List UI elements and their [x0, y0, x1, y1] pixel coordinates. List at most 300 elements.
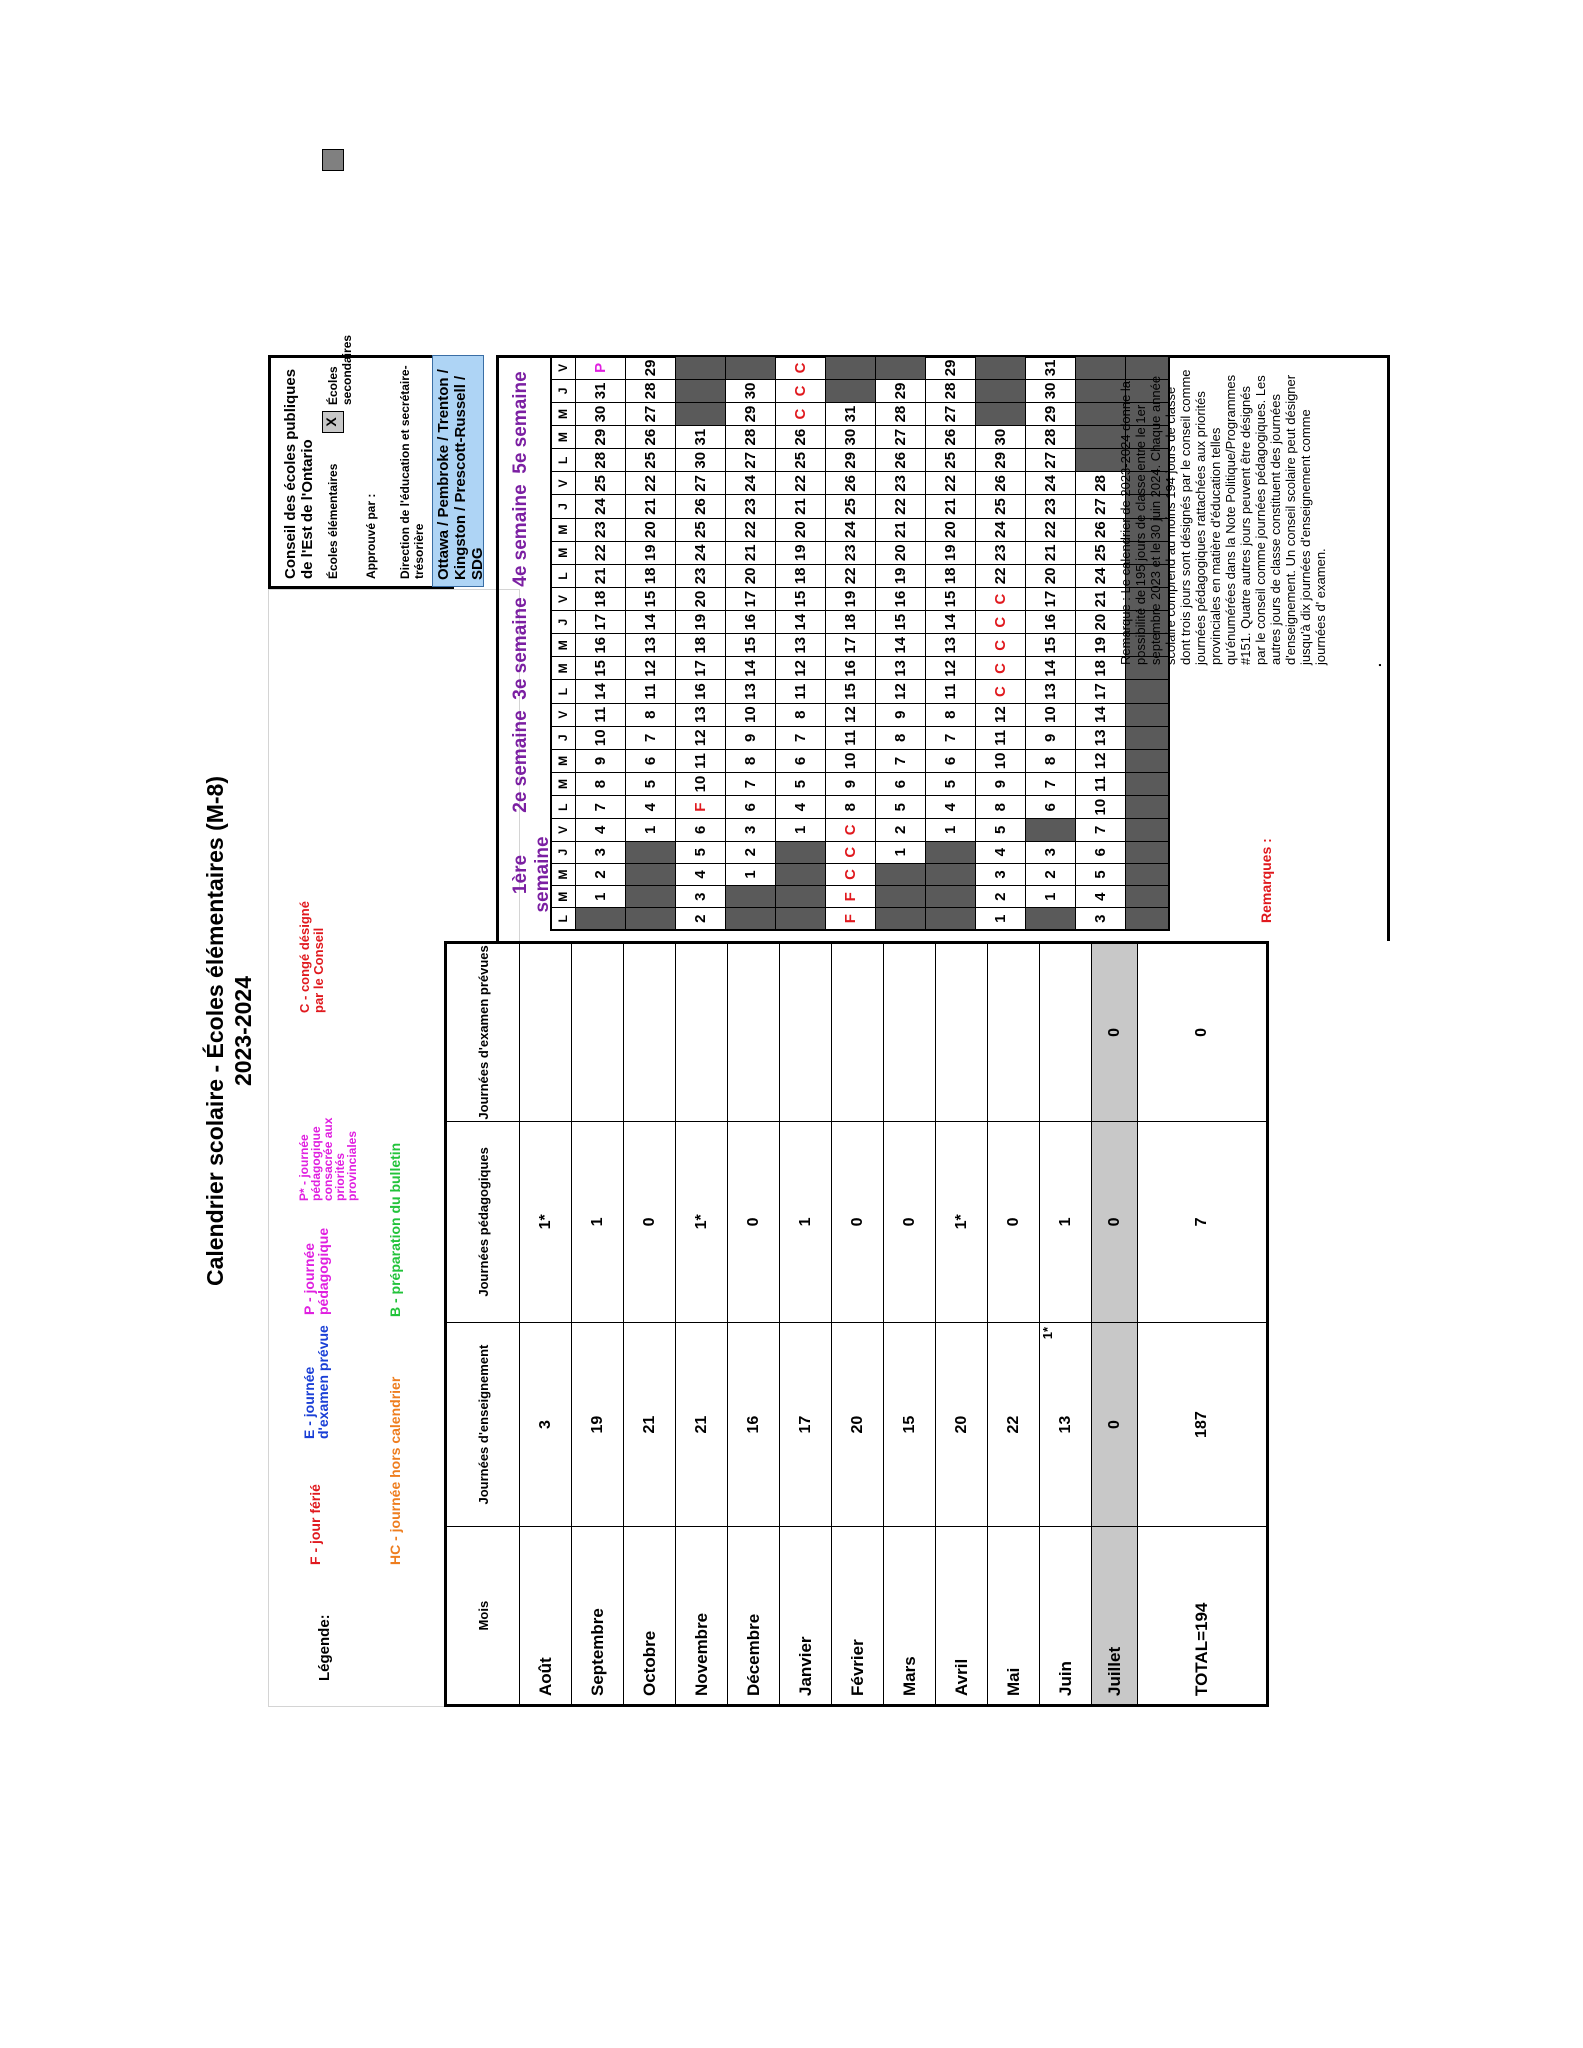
calendar-cell: 1 [925, 819, 975, 841]
calendar-cell: 7 [725, 772, 775, 795]
week-header-2: 2e semaine [510, 710, 531, 813]
calendar-cell [775, 886, 825, 908]
calendar-cell: 13 [725, 680, 775, 703]
calendar-cell: 5 [925, 772, 975, 795]
calendar-row [825, 356, 875, 930]
month-exam [988, 943, 1040, 1122]
calendar-cell: 26 [1075, 518, 1125, 541]
month-name: Juin [1040, 1527, 1092, 1706]
calendar-cell: 5 [975, 819, 1025, 841]
calendar-cell: 19 [825, 587, 875, 610]
calendar-cell: F [825, 886, 875, 908]
calendar-row [725, 356, 775, 930]
calendar-cell: 7 [575, 796, 625, 819]
calendar-cell: 26 [825, 472, 875, 495]
calendar-cell: 28 [1025, 426, 1075, 449]
calendar-cell: 8 [975, 796, 1025, 819]
calendar-cell: 27 [625, 402, 675, 425]
calendar-cell: 8 [725, 749, 775, 772]
calendar-cell: 16 [575, 634, 625, 657]
month-ped: 0 [728, 1121, 780, 1322]
month-note: 1* [1040, 1326, 1055, 1340]
calendar-cell: 26 [925, 426, 975, 449]
calendar-cell: 5 [1075, 863, 1125, 885]
calendar-cell: 24 [825, 518, 875, 541]
calendar-cell: 14 [1075, 703, 1125, 726]
header-mois: Mois [446, 1527, 520, 1706]
calendar-cell: C [825, 863, 875, 885]
day-letter: M [551, 657, 575, 680]
legend-hc: HC - journée hors calendrier [387, 1376, 403, 1565]
day-letter: M [551, 518, 575, 541]
calendar-cell: C [975, 634, 1025, 657]
calendar-cell: 25 [625, 449, 675, 472]
calendar-cell: 5 [625, 772, 675, 795]
calendar-cell: C [975, 587, 1025, 610]
calendar-cell: 29 [875, 379, 925, 402]
calendar-cell: 10 [1025, 703, 1075, 726]
month-ped: 0 [884, 1121, 936, 1322]
calendar-cell: 20 [775, 518, 825, 541]
day-letter: L [551, 680, 575, 703]
calendar-cell: 17 [725, 587, 775, 610]
calendar-cell [775, 841, 825, 863]
calendar-cell: 14 [1025, 657, 1075, 680]
calendar-cell: 10 [975, 749, 1025, 772]
month-name: Avril [936, 1527, 988, 1706]
calendar-cell: 22 [625, 472, 675, 495]
calendar-cell: 10 [1075, 796, 1125, 819]
calendar-cell: 19 [775, 541, 825, 564]
calendar-cell: 12 [675, 726, 725, 749]
calendar-cell: 15 [875, 611, 925, 634]
calendar-cell [925, 841, 975, 863]
calendar-row [875, 356, 925, 930]
calendar-cell: 27 [675, 472, 725, 495]
calendar-cell: 1 [975, 908, 1025, 930]
calendar-cell: 24 [725, 472, 775, 495]
calendar-cell: 12 [775, 657, 825, 680]
day-letter: M [551, 541, 575, 564]
month-ped: 1* [676, 1121, 728, 1322]
month-name: Novembre [676, 1527, 728, 1706]
calendar-cell: 2 [975, 886, 1025, 908]
calendar-cell: 7 [875, 749, 925, 772]
calendar-cell: 29 [1025, 402, 1075, 425]
calendar-cell: 9 [1025, 726, 1075, 749]
month-ens: 17 [780, 1322, 832, 1526]
day-letter: V [551, 703, 575, 726]
calendar-cell: 29 [575, 426, 625, 449]
month-exam [780, 943, 832, 1122]
calendar-row [975, 356, 1025, 930]
calendar-cell [875, 886, 925, 908]
calendar-cell: 24 [675, 541, 725, 564]
calendar-cell: 10 [725, 703, 775, 726]
calendar-cell: 10 [825, 749, 875, 772]
calendar-cell: 19 [625, 541, 675, 564]
calendar-cell: 12 [875, 680, 925, 703]
calendar-cell [625, 863, 675, 885]
legend-f: F - jour férié [307, 1484, 323, 1565]
calendar-cell: 25 [1075, 541, 1125, 564]
calendar-cell: 2 [875, 819, 925, 841]
calendar-cell: 23 [575, 518, 625, 541]
calendar-cell: 15 [575, 657, 625, 680]
calendar-cell: 30 [675, 449, 725, 472]
calendar-cell: 23 [825, 541, 875, 564]
month-name: Mars [884, 1527, 936, 1706]
calendar-cell: 12 [975, 703, 1025, 726]
month-ens: 20 [832, 1322, 884, 1526]
total-ens: 187 [1138, 1322, 1268, 1526]
calendar-cell: 25 [925, 449, 975, 472]
week-header-5: 5e semaine [510, 371, 531, 474]
page-year: 2023-2024 [230, 976, 256, 1086]
month-name: Janvier [780, 1527, 832, 1706]
calendar-cell [625, 841, 675, 863]
calendar-cell: 20 [675, 587, 725, 610]
calendar-cell: 9 [875, 703, 925, 726]
calendar-cell: 31 [1025, 356, 1075, 379]
calendar-cell: 1 [875, 841, 925, 863]
calendar-cell: 19 [875, 564, 925, 587]
calendar-cell: 28 [1075, 472, 1125, 495]
month-ens: 16 [728, 1322, 780, 1526]
month-ens: 21 [624, 1322, 676, 1526]
calendar-cell: 25 [775, 449, 825, 472]
calendar-cell [1025, 908, 1075, 930]
elementary-label: Écoles élémentaires [326, 463, 340, 579]
calendar-cell [925, 886, 975, 908]
calendar-cell: 24 [1075, 564, 1125, 587]
legend-b: B - préparation du bulletin [387, 1142, 403, 1317]
calendar-cell: 22 [1025, 518, 1075, 541]
calendar-cell [625, 908, 675, 930]
month-exam: 0 [1092, 943, 1138, 1122]
calendar-cell [925, 908, 975, 930]
calendar-cell: 15 [725, 634, 775, 657]
calendar-cell: 11 [625, 680, 675, 703]
month-ens: 19 [572, 1322, 624, 1526]
calendar-cell [975, 402, 1025, 425]
calendar-cell: 4 [625, 796, 675, 819]
month-exam [936, 943, 988, 1122]
legend-c: C - congé désigné par le Conseil [297, 901, 326, 1013]
month-exam [1040, 943, 1092, 1122]
day-letter: M [551, 402, 575, 425]
day-letter: V [551, 587, 575, 610]
day-letter: J [551, 379, 575, 402]
calendar-cell [825, 379, 875, 402]
calendar-cell [625, 886, 675, 908]
calendar-cell: 8 [775, 703, 825, 726]
day-letter: L [551, 796, 575, 819]
calendar-cell: 21 [1025, 541, 1075, 564]
month-ped: 1 [572, 1121, 624, 1322]
legend-p: P - journée pédagogique [301, 1227, 331, 1315]
calendar-cell [725, 908, 775, 930]
calendar-cell: 11 [975, 726, 1025, 749]
calendar-cell: 2 [1025, 863, 1075, 885]
months-table [444, 941, 1269, 1707]
calendar-cell: 17 [675, 657, 725, 680]
page-title: Calendrier scolaire - Écoles élémentaires (M-8) [202, 775, 228, 1287]
calendar-cell: 19 [1075, 634, 1125, 657]
month-name: Juillet [1092, 1527, 1138, 1706]
calendar-cell: 25 [825, 495, 875, 518]
calendar-cell: 15 [1025, 634, 1075, 657]
calendar-cell: 27 [1075, 495, 1125, 518]
calendar-cell: 30 [975, 426, 1025, 449]
calendar-cell: 25 [575, 472, 625, 495]
calendar-cell: 14 [775, 611, 825, 634]
calendar-cell: 11 [1075, 772, 1125, 795]
month-name: Mai [988, 1527, 1040, 1706]
calendar-cell: 28 [925, 379, 975, 402]
calendar-cell: 26 [775, 426, 825, 449]
calendar-cell: 15 [625, 587, 675, 610]
calendar-cell: 31 [575, 379, 625, 402]
total-ped: 7 [1138, 1121, 1268, 1322]
month-name: Décembre [728, 1527, 780, 1706]
calendar-cell: 5 [875, 796, 925, 819]
calendar-cell: 23 [1025, 495, 1075, 518]
day-letter: V [551, 356, 575, 379]
calendar-cell: 6 [675, 819, 725, 841]
day-letter: M [551, 749, 575, 772]
calendar-cell: 16 [725, 611, 775, 634]
calendar-cell: 29 [825, 449, 875, 472]
calendar-cell: 8 [1025, 749, 1075, 772]
calendar-cell: 16 [875, 587, 925, 610]
elementary-checkbox[interactable]: X [322, 411, 344, 433]
calendar-cell: 21 [925, 495, 975, 518]
calendar-cell: 16 [825, 657, 875, 680]
calendar-cell: 21 [875, 518, 925, 541]
day-letter: J [551, 841, 575, 863]
calendar-cell: 3 [725, 819, 775, 841]
calendar-cell: 7 [1025, 772, 1075, 795]
calendar-cell: 2 [675, 908, 725, 930]
calendar-cell: 3 [575, 841, 625, 863]
calendar-cell: 11 [675, 749, 725, 772]
calendar-cell: 6 [1075, 841, 1125, 863]
calendar-cell [725, 886, 775, 908]
calendar-cell: F [675, 796, 725, 819]
calendar-cell: C [825, 819, 875, 841]
calendar-cell: 23 [975, 541, 1025, 564]
calendar-cell: 6 [775, 749, 825, 772]
calendar-cell: 2 [575, 863, 625, 885]
calendar-cell: 17 [575, 611, 625, 634]
calendar-cell: C [775, 402, 825, 425]
calendar-cell: 6 [1025, 796, 1075, 819]
calendar-cell: 5 [775, 772, 825, 795]
calendar-cell: 8 [825, 796, 875, 819]
secondary-checkbox[interactable] [322, 149, 344, 171]
calendar-cell: 31 [675, 426, 725, 449]
calendar-cell: 21 [775, 495, 825, 518]
calendar-cell: 20 [875, 541, 925, 564]
week-header-3: 3e semaine [510, 597, 531, 700]
calendar-cell [925, 863, 975, 885]
calendar-cell [975, 379, 1025, 402]
calendar-cell: 5 [675, 841, 725, 863]
calendar-cell: 29 [725, 402, 775, 425]
day-letter: M [551, 634, 575, 657]
calendar-cell: 20 [1025, 564, 1075, 587]
calendar-cell: P [575, 356, 625, 379]
calendar-cell: 4 [975, 841, 1025, 863]
calendar-cell: 20 [625, 518, 675, 541]
calendar-cell [675, 402, 725, 425]
calendar-cell: C [975, 680, 1025, 703]
calendar-cell: 14 [575, 680, 625, 703]
calendar-cell: 4 [925, 796, 975, 819]
remarks-label: Remarques : [1258, 838, 1274, 923]
day-letter: M [551, 886, 575, 908]
day-letter: V [551, 472, 575, 495]
approved-label: Approuvé par : [364, 493, 378, 579]
board-name: Conseil des écoles publiques de l'Est de l'Ontario [282, 368, 316, 579]
calendar-cell: 30 [825, 426, 875, 449]
calendar-sheet [198, 334, 1390, 1707]
calendar-cell: 15 [825, 680, 875, 703]
calendar-cell: 27 [875, 426, 925, 449]
month-exam [832, 943, 884, 1122]
calendar-cell: 22 [825, 564, 875, 587]
calendar-cell: 11 [775, 680, 825, 703]
day-letter: V [551, 819, 575, 841]
director-label: Direction de l'éducation et secrétaire-trésorière [398, 365, 426, 579]
calendar-cell: 8 [925, 703, 975, 726]
month-exam [884, 943, 936, 1122]
month-ped: 0 [832, 1121, 884, 1322]
month-ens [1040, 1322, 1092, 1526]
calendar-cell: 23 [875, 472, 925, 495]
month-ped: 1* [520, 1121, 572, 1322]
calendar-row [675, 356, 725, 930]
day-letter: L [551, 908, 575, 930]
calendar-cell: 26 [625, 426, 675, 449]
calendar-cell: 30 [575, 402, 625, 425]
calendar-cell [875, 356, 925, 379]
header-pedagogiques: Journées pédagogiques [446, 1121, 520, 1322]
calendar-cell: 14 [875, 634, 925, 657]
calendar-cell: 13 [775, 634, 825, 657]
calendar-row [925, 356, 975, 930]
calendar-cell: 26 [675, 495, 725, 518]
calendar-cell: 27 [925, 402, 975, 425]
calendar-cell: 21 [625, 495, 675, 518]
calendar-cell: 4 [775, 796, 825, 819]
calendar-cell: 18 [775, 564, 825, 587]
month-ens: 22 [988, 1322, 1040, 1526]
calendar-cell: 13 [925, 634, 975, 657]
calendar-cell: 9 [825, 772, 875, 795]
calendar-cell: 27 [725, 449, 775, 472]
calendar-cell: 9 [575, 749, 625, 772]
calendar-cell: 6 [725, 796, 775, 819]
calendar-cell: 8 [625, 703, 675, 726]
calendar-cell: 9 [975, 772, 1025, 795]
calendar-cell [725, 356, 775, 379]
month-ped: 0 [624, 1121, 676, 1322]
legend-pstar: P* - journée pédagogique consacrée aux priorités provinciales [297, 1117, 359, 1201]
calendar-cell: 18 [1075, 657, 1125, 680]
calendar-cell: 2 [725, 841, 775, 863]
calendar-cell: 13 [625, 634, 675, 657]
calendar-cell: 4 [1075, 886, 1125, 908]
month-exam [728, 943, 780, 1122]
calendar-cell: 28 [875, 402, 925, 425]
calendar-cell: 20 [925, 518, 975, 541]
calendar-cell: 12 [625, 657, 675, 680]
calendar-row [775, 356, 825, 930]
calendar-row [575, 356, 625, 930]
day-letter: M [551, 772, 575, 795]
calendar-cell: 8 [875, 726, 925, 749]
calendar-cell: 31 [825, 402, 875, 425]
day-letter: L [551, 564, 575, 587]
day-letter: M [551, 426, 575, 449]
calendar-cell: 24 [975, 518, 1025, 541]
calendar-cell: 18 [825, 611, 875, 634]
calendar-cell: 27 [1025, 449, 1075, 472]
calendar-cell [775, 908, 825, 930]
calendar-cell: 7 [1075, 819, 1125, 841]
calendar-cell: 3 [1075, 908, 1125, 930]
calendar-cell: 13 [675, 703, 725, 726]
calendar-cell: 13 [875, 657, 925, 680]
calendar-cell: 12 [825, 703, 875, 726]
calendar-cell: 16 [675, 680, 725, 703]
calendar-cell: 21 [1075, 587, 1125, 610]
calendar-cell: 21 [725, 541, 775, 564]
day-letter: J [551, 495, 575, 518]
calendar-cell: 1 [1025, 886, 1075, 908]
month-ens: 20 [936, 1322, 988, 1526]
month-ens-value: 13 [1056, 1415, 1074, 1434]
calendar-cell: F [825, 908, 875, 930]
calendar-cell: 14 [925, 611, 975, 634]
calendar-cell: 6 [925, 749, 975, 772]
calendar-cell: 28 [575, 449, 625, 472]
calendar-cell [575, 908, 625, 930]
calendar-cell [875, 908, 925, 930]
total-label: TOTAL=194 [1138, 1527, 1268, 1706]
calendar-cell: 25 [675, 518, 725, 541]
calendar-cell: 15 [775, 587, 825, 610]
calendar-cell: 23 [675, 564, 725, 587]
calendar-cell: 18 [675, 634, 725, 657]
calendar-cell: 12 [1075, 749, 1125, 772]
secondary-label: Écoles secondaires [326, 334, 354, 405]
calendar-cell: 13 [1075, 726, 1125, 749]
calendar-cell: 26 [975, 472, 1025, 495]
month-name: Septembre [572, 1527, 624, 1706]
calendar-cell: 1 [625, 819, 675, 841]
calendar-cell: 22 [975, 564, 1025, 587]
calendar-cell: 19 [675, 611, 725, 634]
calendar-cell: 17 [1025, 587, 1075, 610]
calendar-cell: 7 [925, 726, 975, 749]
calendar-cell [975, 356, 1025, 379]
month-name: Février [832, 1527, 884, 1706]
calendar-cell [1025, 819, 1075, 841]
calendar-cell: 22 [875, 495, 925, 518]
